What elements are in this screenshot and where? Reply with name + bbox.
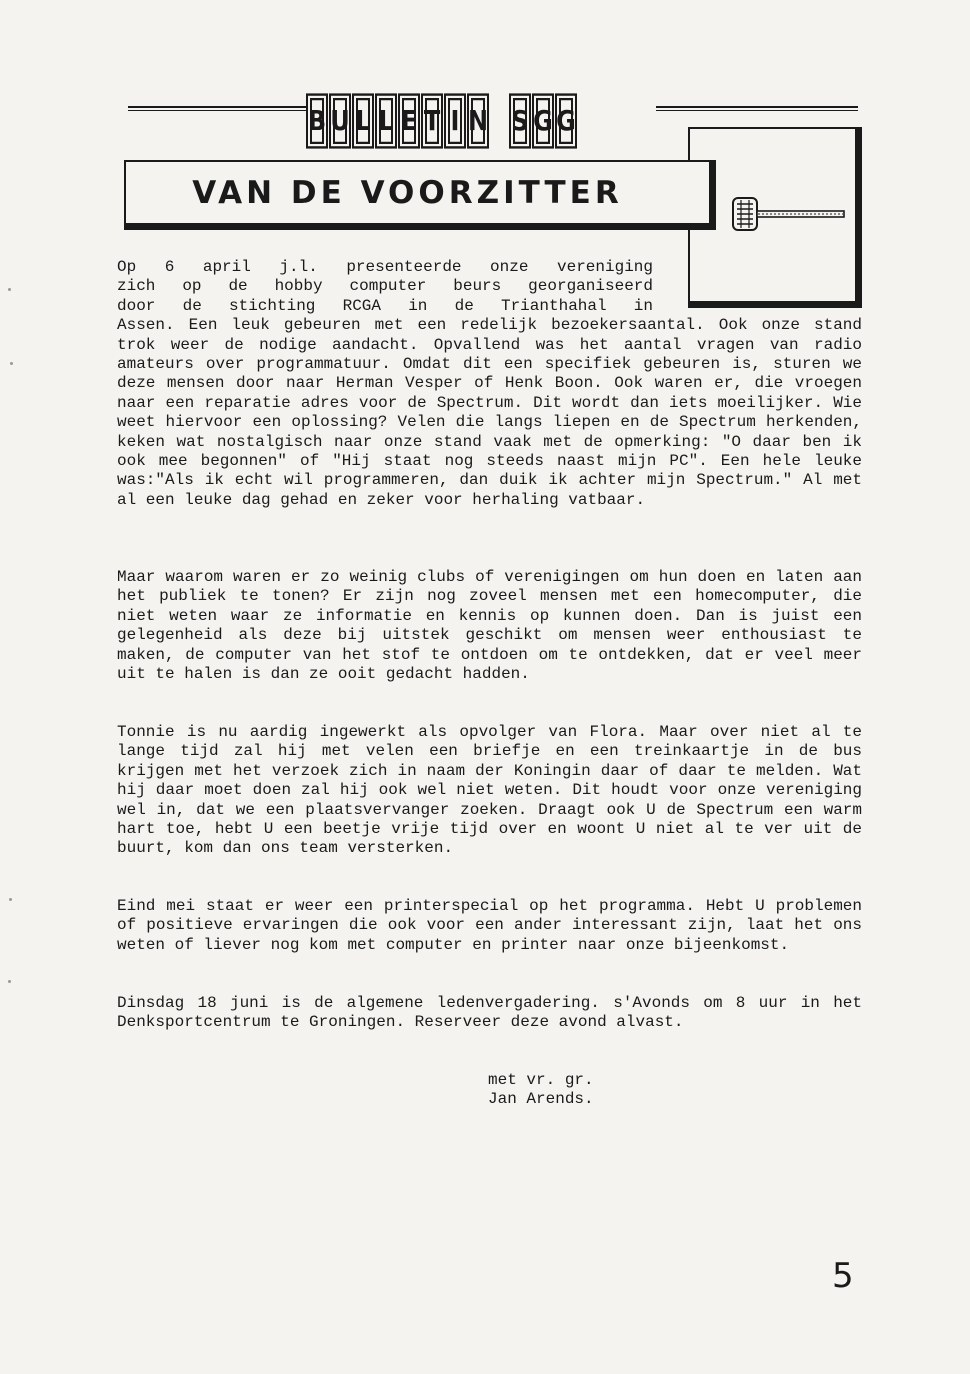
page-title: VAN DE VOORZITTER <box>192 174 623 211</box>
title-box <box>124 160 716 230</box>
logo-letter: T <box>421 93 443 148</box>
paragraph-1-lead: zich op de hobby computer beurs georganiseerd <box>117 277 653 296</box>
paper-speck <box>8 288 11 291</box>
paragraph-4: Eind mei staat er weer een printerspecial op het programma. Hebt U problemen of positieve ervaringen die ook voor een ander interessant zijn, laat het ons weten of liever nog kom met computer en printer naar onze bijeenkomst. <box>117 897 862 954</box>
paragraph-2: Maar waarom waren er zo weinig clubs of verenigingen om hun doen en laten aan het publiek te tonen? Er zijn nog zoveel mensen met een homecomputer, die niet weten waar ze informatie en kennis op kunnen doen. Dan is juist een gelegenheid als deze bij uitstek geschikt om mensen weer enthousiast te maken, de computer van het stof te ontdoen om te ontdekken, dat er veel meer uit te halen is dan ze ooit gedacht hadden. <box>117 568 862 684</box>
logo-letter: L <box>375 93 397 148</box>
paragraph-1 <box>117 258 862 510</box>
signature <box>488 1071 594 1110</box>
page-number: 5 <box>832 1256 854 1296</box>
logo-letter: B <box>306 93 328 148</box>
gavel-icon <box>730 192 848 240</box>
logo-letter: G <box>532 93 554 148</box>
logo-letter: S <box>509 93 531 148</box>
logo-letter: U <box>329 93 351 148</box>
paragraph-1-rest: Assen. Een leuk gebeuren met een redelijk bezoekersaantal. Ook onze stand trok weer de nodige aandacht. Opvallend was het aantal vragen van radio amateurs over programmatuur. Omdat dit een specifiek gebeuren is, sturen we deze mensen door naar Herman Vesper of Henk Boon. Ook waren er, die vroegen naar een reparatie adres voor de Spectrum. Dit wordt dan iets moeilijker. Wie weet hiervoor een oplossing? Velen die langs liepen en de Spectrum herkenden, keken wat nostalgisch naar onze stand vaak met de opmerking: "O daar ben ik ook mee begonnen" of "Hij staat nog steeds naast mijn PC". Een hele leuke was:"Als ik echt wil programmeren, dan duik ik achter mijn Spectrum." Al met al een leuke dag gehad en zeker voor herhaling vatbaar. <box>117 316 862 509</box>
paper-speck <box>8 980 11 983</box>
logo-letter: L <box>352 93 374 148</box>
logo-letter: N <box>467 93 489 148</box>
signature-greeting: met vr. gr. <box>488 1071 594 1089</box>
paragraph-1-lead: Op 6 april j.l. presenteerde onze vereniging <box>117 258 653 276</box>
header-rule-left-lower <box>128 110 306 111</box>
logo-letter: G <box>555 93 577 148</box>
paper-speck <box>10 362 13 365</box>
header-rule-left <box>128 106 306 108</box>
header-rule-right-lower <box>656 110 858 111</box>
signature-name: Jan Arends. <box>488 1090 594 1109</box>
logo-letter: E <box>398 93 420 148</box>
paragraph-5: Dinsdag 18 juni is de algemene ledenvergadering. s'Avonds om 8 uur in het Denksportcentrum te Groningen. Reserveer deze avond alvast. <box>117 994 862 1032</box>
paragraph-3: Tonnie is nu aardig ingewerkt als opvolger van Flora. Maar over niet al te lange tijd zal hij met velen een briefje en een treinkaartje in de bus krijgen met het verzoek zich in naam der Koningin daar of daar te melden. Wat hij daar moet doen zal hij ook wel niet weten. Dit houdt voor onze vereniging wel in, dat we een plaatsvervanger zoeken. Draagt ook U de Spectrum een warm hart toe, hebt U een beetje vrije tijd over en woont U niet al te ver uit de buurt, kom dan ons team versterken. <box>117 723 862 858</box>
paper-speck <box>9 898 12 901</box>
logo-letter: I <box>444 93 466 148</box>
bulletin-sgg-logo <box>306 97 577 145</box>
header-rule-right <box>656 106 858 108</box>
paragraph-1-lead: door de stichting RCGA in de Trianthahal in <box>117 296 653 315</box>
